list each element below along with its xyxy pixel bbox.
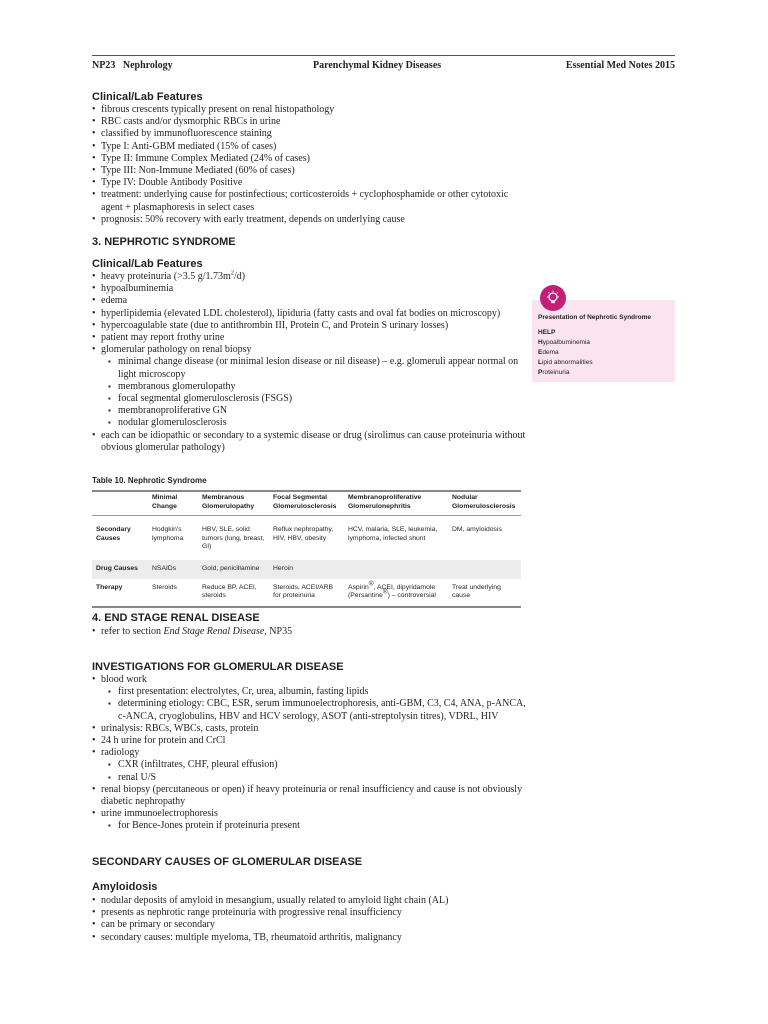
rpgn-list xyxy=(92,104,532,226)
page-topic: Parenchymal Kidney Diseases xyxy=(313,60,442,71)
list-item: • radiology ▪ CXR (infiltrates, CHF, pleural effusion) ▪ renal U/S xyxy=(92,747,532,784)
biopsy-sublist xyxy=(101,356,532,429)
nephrotic-table xyxy=(92,490,521,608)
amyloidosis-list xyxy=(92,895,532,944)
list-item: • treatment: underlying cause for postinfectious; corticosteroids + cyclophosphamide or other cytotoxic agent + plasmaphoresis in select cases xyxy=(92,189,532,213)
sub-item: ▪ membranous glomerulopathy xyxy=(101,381,532,393)
list-item: • urinalysis: RBCs, WBCs, casts, protein xyxy=(92,723,532,735)
sub-item: ▪ first presentation: electrolytes, Cr, urea, albumin, fasting lipids xyxy=(101,686,532,698)
page-code: NP23 Nephrology xyxy=(92,60,173,71)
list-item: • glomerular pathology on renal biopsy ▪ minimal change disease (or minimal lesion disease or nil disease) – e.g. glomeruli appear normal on light microscopy ▪ membranous glomerulopathy ▪ focal segmental glomerulosclerosis (FSGS) ▪ membranoproliferative GN ▪ nodular glomerulosclerosis xyxy=(92,344,532,429)
table-row: Therapy Steroids Reduce BP, ACEI, steroids Steroids, ACEI/ARB for proteinuria Aspirin®, ACEI, dipyridamole (Persantine®) – controversial Treat underlying cause xyxy=(92,579,521,606)
investigations-list xyxy=(92,674,532,833)
esrd-title: 4. END STAGE RENAL DISEASE xyxy=(92,612,260,624)
list-item: • each can be idiopathic or secondary to a systemic disease or drug (sirolimus can cause proteinuria without obvious glomerular pathology) xyxy=(92,430,532,454)
list-item: • nodular deposits of amyloid in mesangium, usually related to amyloid light chain (AL) xyxy=(92,895,532,907)
sub-item: ▪ for Bence-Jones protein if proteinuria present xyxy=(101,820,532,832)
list-item: • heavy proteinuria (>3.5 $g/1.73m^2/d$) xyxy=(92,271,532,283)
list-item: • Type III: Non-Immune Mediated (60% of cases) xyxy=(92,165,532,177)
nephrotic-list xyxy=(92,271,532,454)
rpgn-subtitle: Clinical/Lab Features xyxy=(92,91,203,103)
sub-item: ▪ minimal change disease (or minimal lesion disease or nil disease) – e.g. glomeruli appear normal on light microscopy xyxy=(101,356,532,380)
sub-item: ▪ nodular glomerulosclerosis xyxy=(101,417,532,429)
list-item: • RBC casts and/or dysmorphic RBCs in urine xyxy=(92,116,532,128)
sidebar-mnemonic: HELP Hypoalbuminemia Edema Lipid abnormalities Proteinuria xyxy=(538,329,593,376)
list-item: • prognosis: 50% recovery with early treatment, depends on underlying cause xyxy=(92,214,532,226)
esrd-list xyxy=(92,626,532,638)
list-item: • refer to section End Stage Renal Disease, NP35 xyxy=(92,626,532,638)
list-item: • classified by immunofluorescence staining xyxy=(92,128,532,140)
sub-item: ▪ renal U/S xyxy=(101,772,532,784)
list-item: • hypercoagulable state (due to antithrombin III, Protein C, and Protein S urinary losses) xyxy=(92,320,532,332)
investigations-title: INVESTIGATIONS FOR GLOMERULAR DISEASE xyxy=(92,661,344,673)
sidebar-title: Presentation of Nephrotic Syndrome xyxy=(538,314,652,321)
list-item: • secondary causes: multiple myeloma, TB, rheumatoid arthritis, malignancy xyxy=(92,932,532,944)
table-row: Secondary Causes Hodgkin's lymphoma HBV, SLE, solid tumors (lung, breast, GI) Reflux nephropathy, HIV, HBV, obesity HCV, malaria, SLE, leukemia, lymphoma, infected shunt DM, amyloidosis xyxy=(96,526,502,551)
sub-item: ▪ CXR (infiltrates, CHF, pleural effusion) xyxy=(101,759,532,771)
table-row: Drug Causes NSAIDs Gold, penicillamine Heroin xyxy=(92,560,521,579)
list-item: • edema xyxy=(92,295,532,307)
lightbulb-icon xyxy=(540,285,566,311)
book-title: Essential Med Notes 2015 xyxy=(565,60,675,71)
amyloidosis-subtitle: Amyloidosis xyxy=(92,881,158,893)
sub-item: ▪ determining etiology: CBC, ESR, serum immunoelectrophoresis, anti-GBM, C3, C4, ANA, p-ANCA, c-ANCA, cryoglobulins, HBV and HCV serology, ASOT (anti-streptolysin titres), VDRL, HIV xyxy=(101,698,532,722)
list-item: • patient may report frothy urine xyxy=(92,332,532,344)
list-item: • blood work ▪ first presentation: electrolytes, Cr, urea, albumin, fasting lipids ▪ determining etiology: CBC, ESR, serum immunoelectrophoresis, anti-GBM, C3, C4, ANA, p-ANCA, c-ANCA, cryoglobulins, HBV and HCV serology, ASOT (anti-streptolysin titres), VDRL, HIV xyxy=(92,674,532,723)
list-item: • fibrous crescents typically present on renal histopathology xyxy=(92,104,532,116)
list-item: • can be primary or secondary xyxy=(92,919,532,931)
list-item: • Type IV: Double Antibody Positive xyxy=(92,177,532,189)
list-item: • 24 h urine for protein and CrCl xyxy=(92,735,532,747)
nephrotic-title: 3. NEPHROTIC SYNDROME xyxy=(92,236,236,248)
list-item: • Type I: Anti-GBM mediated (15% of cases) xyxy=(92,141,532,153)
list-item: • hypoalbuminemia xyxy=(92,283,532,295)
list-item: • renal biopsy (percutaneous or open) if heavy proteinuria or renal insufficiency and cause is not obviously diabetic nephropathy xyxy=(92,784,532,808)
therapy-mpgn-cell: Aspirin®, ACEI, dipyridamole (Persantine®) – controversial xyxy=(348,580,436,600)
list-item: • urine immunoelectrophoresis ▪ for Bence-Jones protein if proteinuria present xyxy=(92,808,532,832)
list-item: • Type II: Immune Complex Mediated (24% of cases) xyxy=(92,153,532,165)
sub-item: ▪ focal segmental glomerulosclerosis (FSGS) xyxy=(101,393,532,405)
table-caption: Table 10. Nephrotic Syndrome xyxy=(92,476,207,485)
nephrotic-subtitle: Clinical/Lab Features xyxy=(92,258,203,270)
header-rule xyxy=(92,55,675,56)
sub-item: ▪ membranoproliferative GN xyxy=(101,405,532,417)
table-header-row: Minimal Change Membranous Glomerulopathy Focal Segmental Glomerulosclerosis Membranoproliferative Glomerulonephritis Nodular Glomerulosclerosis xyxy=(92,492,521,516)
list-item: • hyperlipidemia (elevated LDL cholesterol), lipiduria (fatty casts and oval fat bodies on microscopy) xyxy=(92,308,532,320)
list-item: • presents as nephrotic range proteinuria with progressive renal insufficiency xyxy=(92,907,532,919)
secondary-title: SECONDARY CAUSES OF GLOMERULAR DISEASE xyxy=(92,856,363,868)
